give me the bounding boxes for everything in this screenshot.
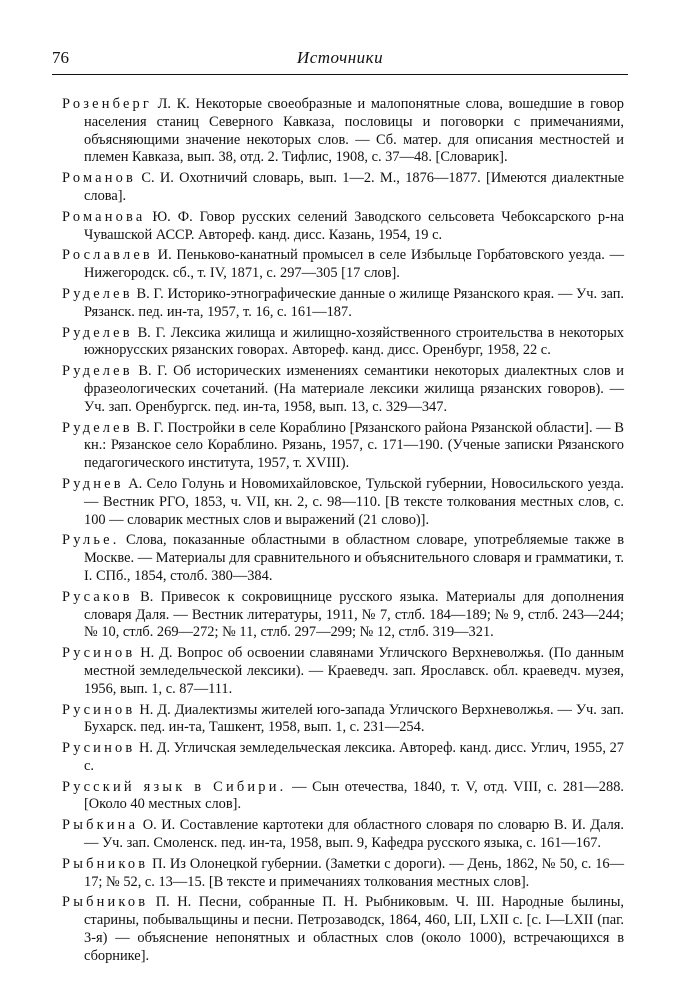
entry-text: Слова, показанные областными в областном словаре, употребляемые также в Москве. — Материалы для сравнительного и объяснительного словаря и грамматики, т. I. СПб., 1854, столб. 380—384.: [84, 532, 624, 584]
bibliography-entry: [62, 645, 624, 698]
bibliography-entry: [62, 170, 624, 206]
entry-author: Русинов: [62, 645, 136, 662]
bibliography-list: [62, 96, 624, 969]
bibliography-entry: [62, 363, 624, 416]
entry-author: Русский язык в Сибири.: [62, 778, 287, 795]
entry-text: — Сын отечества, 1840, т. V, отд. VIII, с. 281—288. [Около 40 местных слов].: [84, 778, 624, 813]
bibliography-entry: [62, 420, 624, 473]
entry-text: Н. Д. Диалектизмы жителей юго-запада Угличского Верхневолжья. — Уч. зап. Бухарск. пед. ин-та, Ташкент, 1958, вып. 1, с. 231—254.: [84, 701, 624, 736]
entry-text: П. Из Олонецкой губернии. (Заметки с дороги). — День, 1862, № 50, с. 16—17; № 52, с. 13—15. [В тексте и примечаниях толкования местных слов].: [84, 855, 624, 890]
page-header: [52, 48, 628, 74]
bibliography-entry: [62, 476, 624, 529]
entry-text: В. Г. Постройки в селе Кораблино [Рязанского района Рязанской области]. — В кн.: Рязанское село Кораблино. Рязань, 1957, с. 171—190. (Ученые записки Рязанского педагогического института, 1957, т. XVIII).: [84, 419, 624, 472]
entry-author: Рыбкина: [62, 817, 139, 834]
entry-author: Русинов: [62, 740, 136, 757]
bibliography-entry: [62, 740, 624, 776]
entry-text: В. Г. Об исторических изменениях семантики некоторых диалектных слов и фразеологических сочетаний. (На материале лексики жилища рязанских говоров). — Уч. зап. Оренбургск. пед. ин-та, 1958, вып. 13, с. 329—347.: [84, 363, 624, 415]
entry-text: Л. К. Некоторые своеобразные и малопонятные слова, вошедшие в говор населения станиц Северного Кавказа, пословицы и поговорки с примечаниями, объясняющими значение некоторых слов. — Сб. матер. для описания местностей и племен Кавказа, вып. 38, отд. 2. Тифлис, 1908, с. 37—48. [Словарик].: [84, 96, 624, 166]
bibliography-entry: [62, 817, 624, 853]
bibliography-entry: [62, 247, 624, 283]
entry-text: В. Г. Историко-этнографические данные о жилище Рязанского края. — Уч. зап. Рязанск. пед. ин-та, 1957, т. 16, с. 161—187.: [84, 285, 624, 320]
bibliography-entry: [62, 702, 624, 738]
entry-author: Романова: [62, 208, 146, 225]
entry-author: Руделев: [62, 285, 133, 302]
bibliography-entry: [62, 286, 624, 322]
entry-author: Рославлев: [62, 247, 153, 264]
entry-text: П. Н. Песни, собранные П. Н. Рыбниковым. Ч. III. Народные былины, старины, побывальщины и песни. Петрозаводск, 1864, 460, LII, LXII с. [с. I—LXII (паг. 3-я) — объяснение непонятных и областных слов (около 1000), встречающихся в сборнике].: [84, 894, 624, 964]
entry-text: Н. Д. Угличская земледельческая лексика. Автореф. канд. дисс. Углич, 1955, 27 с.: [84, 740, 624, 774]
entry-text: С. И. Охотничий словарь, вып. 1—2. М., 1876—1877. [Имеются диалектные слова].: [84, 170, 624, 204]
entry-text: В. Г. Лексика жилища и жилищно-хозяйственного строительства в некоторых южнорусских рязанских говорах. Автореф. канд. дисс. Оренбург, 1958, 22 с.: [84, 324, 624, 359]
running-title: Источники: [296, 48, 384, 67]
entry-author: Руделев: [62, 324, 133, 341]
entry-text: Н. Д. Вопрос об освоении славянами Угличского Верхневолжья. (По данным местной земледельческой лексики). — Краеведч. зап. Ярославск. обл. краеведч. музея, 1956, вып. 1, с. 87—111.: [84, 645, 624, 697]
bibliography-entry: [62, 96, 624, 167]
entry-text: Ю. Ф. Говор русских селений Заводского сельсовета Чебоксарского р-на Чувашской АССР. Автореф. канд. дисс. Казань, 1954, 19 с.: [84, 208, 624, 243]
entry-text: А. Село Голунь и Новомихайловское, Тульской губернии, Новосильского уезда. — Вестник РГО, 1853, ч. VII, кн. 2, с. 98—110. [В тексте толкования местных слов, с. 100 — словарик местных слов и выражений (21 слово)].: [84, 475, 624, 528]
entry-author: Руделев: [62, 419, 133, 436]
entry-author: Розенберг: [62, 96, 153, 112]
entry-author: Романов: [62, 170, 137, 187]
bibliography-entry: [62, 589, 624, 642]
entry-author: Русинов: [62, 701, 136, 718]
bibliography-entry: [62, 209, 624, 245]
entry-author: Рулье.: [62, 532, 120, 549]
entry-text: В. Привесок к сокровищнице русского языка. Материалы для дополнения словаря Даля. — Вестник литературы, 1911, № 7, стлб. 184—189; № 9, стлб. 243—244; № 10, стлб. 269—272; № 11, стлб. 297—299; № 12, стлб. 319—321.: [84, 588, 624, 641]
entry-author: Руднев: [62, 475, 124, 492]
bibliography-entry: [62, 894, 624, 965]
page-number: 76: [52, 48, 69, 67]
entry-author: Руделев: [62, 363, 133, 380]
bibliography-entry: [62, 779, 624, 815]
entry-text: О. И. Составление картотеки для областного словаря по словарю В. И. Даля. — Уч. зап. Смоленск. пед. ин-та, 1958, вып. 9, Кафедра русского языка, с. 161—167.: [84, 817, 624, 852]
bibliography-entry: [62, 325, 624, 361]
bibliography-entry: [62, 532, 624, 585]
entry-author: Рыбников: [62, 894, 149, 911]
header-rule: [52, 74, 628, 75]
entry-text: И. Пеньково-канатный промысел в селе Избыльце Горбатовского уезда. — Нижегородск. сб., т. IV, 1871, с. 297—305 [17 слов].: [84, 247, 624, 282]
entry-author: Рыбников: [62, 855, 149, 872]
entry-author: Русаков: [62, 588, 133, 605]
bibliography-entry: [62, 856, 624, 892]
